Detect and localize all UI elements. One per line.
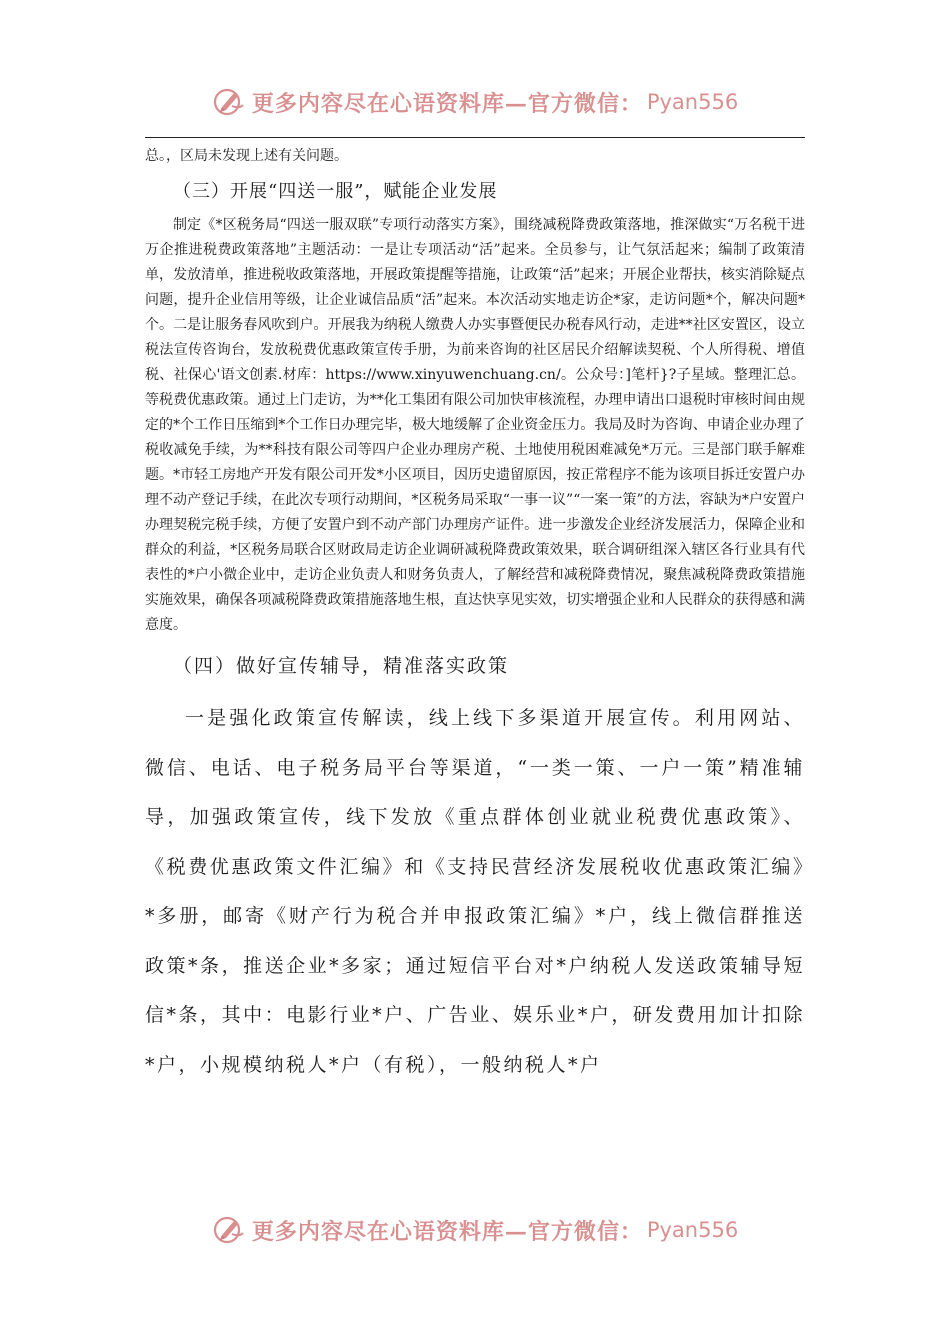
lead-line: 总。，区局未发现上述有关问题。 [145,148,348,164]
section-4-title: （四）做好宣传辅导，精准落实政策 [173,655,510,677]
footer-banner [0,1208,950,1252]
pen-logo-icon [212,1213,246,1247]
header-banner [0,80,950,124]
header-wechat-id: Pyan556 [646,90,739,114]
section-3-paragraph: 制定《*区税务局“四送一服双联”专项行动落实方案》，围绕减税降费政策落地，推深做实“万名税干进万企推进税费政策落地”主题活动：一是让专项活动“活”起来。全员参与，让气氛活起来；编制了政策清单，发放清单，推进税收政策落地，开展政策提醒等措施，让政策“活”起来；开展企业帮扶，核实消除疑点问题，提升企业信用等级，让企业诚信品质“活”起来。本次活动实地走访企*家，走访问题*个，解决问题*个。二是让服务春风吹到户。开展我为纳税人缴费人办实事暨便民办税春风行动，走进**社区安置区，设立税法宣传咨询台，发放税费优惠政策宣传手册，为前来咨询的社区居民介绍解读契税、个人所得税、增值税、社保心'语文创素.材库：https://www.xinyuwenchuang.cn/。公众号：]笔杆}?子星域。整理汇总。等税费优惠政策。通过上门走访，为**化工集团有限公司加快审核流程，办理申请出口退税时审核时间由规定的*个工作日压缩到*个工作日办理完毕，极大地缓解了企业资金压力。我局及时为咨询、申请企业办理了税收减免手续，为**科技有限公司等四户企业办理房产税、土地使用税困难减免*万元。三是部门联手解难题。*市轻工房地产开发有限公司开发*小区项目，因历史遗留原因，按正常程序不能为该项目拆迁安置户办理不动产登记手续，在此次专项行动期间，*区税务局采取“一事一议”“一案一策”的方法，容缺为*户安置户办理契税完税手续，方便了安置户到不动产部门办理房产证件。进一步激发企业经济发展活力，保障企业和群众的利益，*区税务局联合区财政局走访企业调研减税降费政策效果，联合调研组深入辖区各行业具有代表性的*户小微企业中，走访企业负责人和财务负责人，了解经营和减税降费情况，聚焦减税降费政策措施实施效果，确保各项减税降费政策措施落地生根，直达快享见实效，切实增强企业和人民群众的获得感和满意度。 [145,217,805,633]
section-4-paragraph: 一是强化政策宣传解读，线上线下多渠道开展宣传。利用网站、微信、电话、电子税务局平台等渠道，“一类一策、一户一策”精准辅导，加强政策宣传，线下发放《重点群体创业就业税费优惠政策》、《税费优惠政策文件汇编》和《支持民营经济发展税收优惠政策汇编》*多册，邮寄《财产行为税合并申报政策汇编》*户，线上微信群推送政策*条，推送企业*多家；通过短信平台对*户纳税人发送政策辅导短信*条，其中：电影行业*户、广告业、娱乐业*户，研发费用加计扣除*户，小规模纳税人*户（有税），一般纳税人*户 [145,707,805,1076]
header-divider [145,137,805,138]
document-body [145,144,805,1090]
section-3-title: （三）开展“四送一服”，赋能企业发展 [173,181,498,202]
footer-wechat-id: Pyan556 [646,1218,739,1242]
pen-logo-icon [212,85,246,119]
header-banner-text: 更多内容尽在心语资料库—官方微信： [251,90,643,117]
footer-banner-text: 更多内容尽在心语资料库—官方微信： [251,1218,643,1245]
